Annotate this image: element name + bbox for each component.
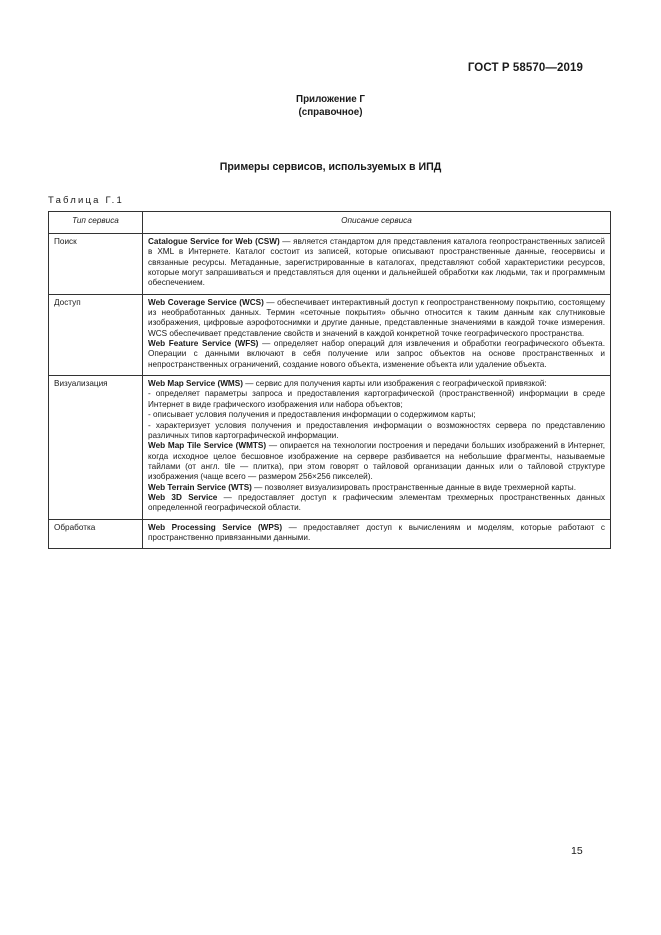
service-description-paragraph [148,493,605,514]
service-description-paragraph [148,483,605,493]
service-description-text: - характеризует условия получения и предоставления информации о возможностях сервера по представлению различных типов картографической информации. [148,420,605,440]
service-description-text: - определяет параметры запроса и предоставления картографической (пространственной) информации в среде Интернет в виде графического изображения или набора объектов; [148,389,605,409]
service-description-paragraph [148,441,605,482]
service-description-text: — является стандартом для представления каталога геопространственных записей в XML в Интернете. Каталог состоит из записей, которые описывают пространственные данные, геосервисы и связанные ресурсы. Метаданные, зарегистрированные в каталогах, представляют собой характеристики ресурсов, которые могут запрашиваться и представляться для оценки и дальнейшей обработки как людьми, так и программным обеспечением. [148,237,606,288]
service-description-text: — позволяет визуализировать пространственные данные в виде трехмерной карты. [251,482,576,492]
service-description-paragraph [148,298,605,339]
service-name: Web Feature Service (WFS) [148,339,259,349]
service-description-paragraph [148,389,605,410]
service-type-cell: Доступ [49,294,143,375]
service-description-cell [143,234,611,295]
service-description-text: — предоставляет доступ к графическим элементам трехмерных пространственных данных определенной географической области. [148,492,605,513]
service-description-paragraph [148,379,605,389]
appendix-title: Приложение Г [296,94,365,105]
service-description-text: — обеспечивает интерактивный доступ к геопространственному покрытию, состоящему из необработанных данных. Термин «сеточные покрытия» обычно относится к таким данным как слутниковые изображения, цифровые аэрофотоснимки и другие данные, представленные значениями в каждой точке измерения. WCS обеспечивает представление свойств и значений в каждой конкретной точке географического пространства. [148,297,605,338]
table-row [49,519,611,549]
service-description-text: — определяет набор операций для извлечения и обработки географического объекта. Операции с данными включают в себя получение или запрос объектов на основе пространственных и непространственных ограничений, создание нового объекта, изменение объекта или удаление объекта. [148,339,605,369]
service-type-cell: Визуализация [49,376,143,519]
appendix-subtitle: (справочное) [298,107,363,118]
service-description-cell [143,376,611,519]
page-number: 15 [571,845,583,857]
service-description-paragraph [148,523,605,544]
service-description-cell [143,294,611,375]
service-type-cell: Поиск [49,234,143,295]
service-name: Web Processing Service (WPS) [148,522,283,532]
service-description-text: — сервис для получения карты или изображения с географической привязкой: [242,379,547,389]
appendix-heading [0,93,661,119]
service-description-text: — предоставляет доступ к вычислениям и моделям, которые работают с пространственно привязанными данными. [148,522,605,542]
service-description-cell [143,519,611,549]
service-name: Web Map Service (WMS) [148,379,243,389]
service-type-cell: Обработка [49,519,143,549]
column-header-description: Описание сервиса [143,212,611,234]
table-row [49,376,611,519]
service-description-paragraph [148,410,605,420]
service-description-text: — опирается на технологии построения и передачи больших изображений в Интернет, когда исходное целое бесшовное изображение на сервере разбивается на небольшие фрагменты, называемые тайлами (от англ. tile — плитка), при этом говорят о тайловой организации данных или о тайловой структуре изображения (чаще всего — размером 256×256 пикселей). [148,441,605,482]
column-header-type: Тип сервиса [49,212,143,234]
service-name: Web Terrain Service (WTS) [148,482,252,492]
service-description-paragraph [148,237,605,289]
table-row [49,234,611,295]
page-title: Примеры сервисов, используемых в ИПД [219,161,442,173]
service-description-paragraph [148,339,605,370]
service-name: Web 3D Service [148,492,218,502]
service-name: Web Map Tile Service (WMTS) [148,441,267,451]
service-description-paragraph [148,421,605,442]
service-name: Web Coverage Service (WCS) [148,297,264,307]
table-header-row [49,212,611,234]
standard-number: ГОСТ Р 58570—2019 [467,62,583,74]
table-row [49,294,611,375]
service-name: Catalogue Service for Web (CSW) [148,237,280,246]
service-description-text: - описывает условия получения и предоставления информации о содержимом карты; [148,410,476,420]
services-table [48,211,611,549]
table-caption: Таблица Г.1 [48,195,124,206]
